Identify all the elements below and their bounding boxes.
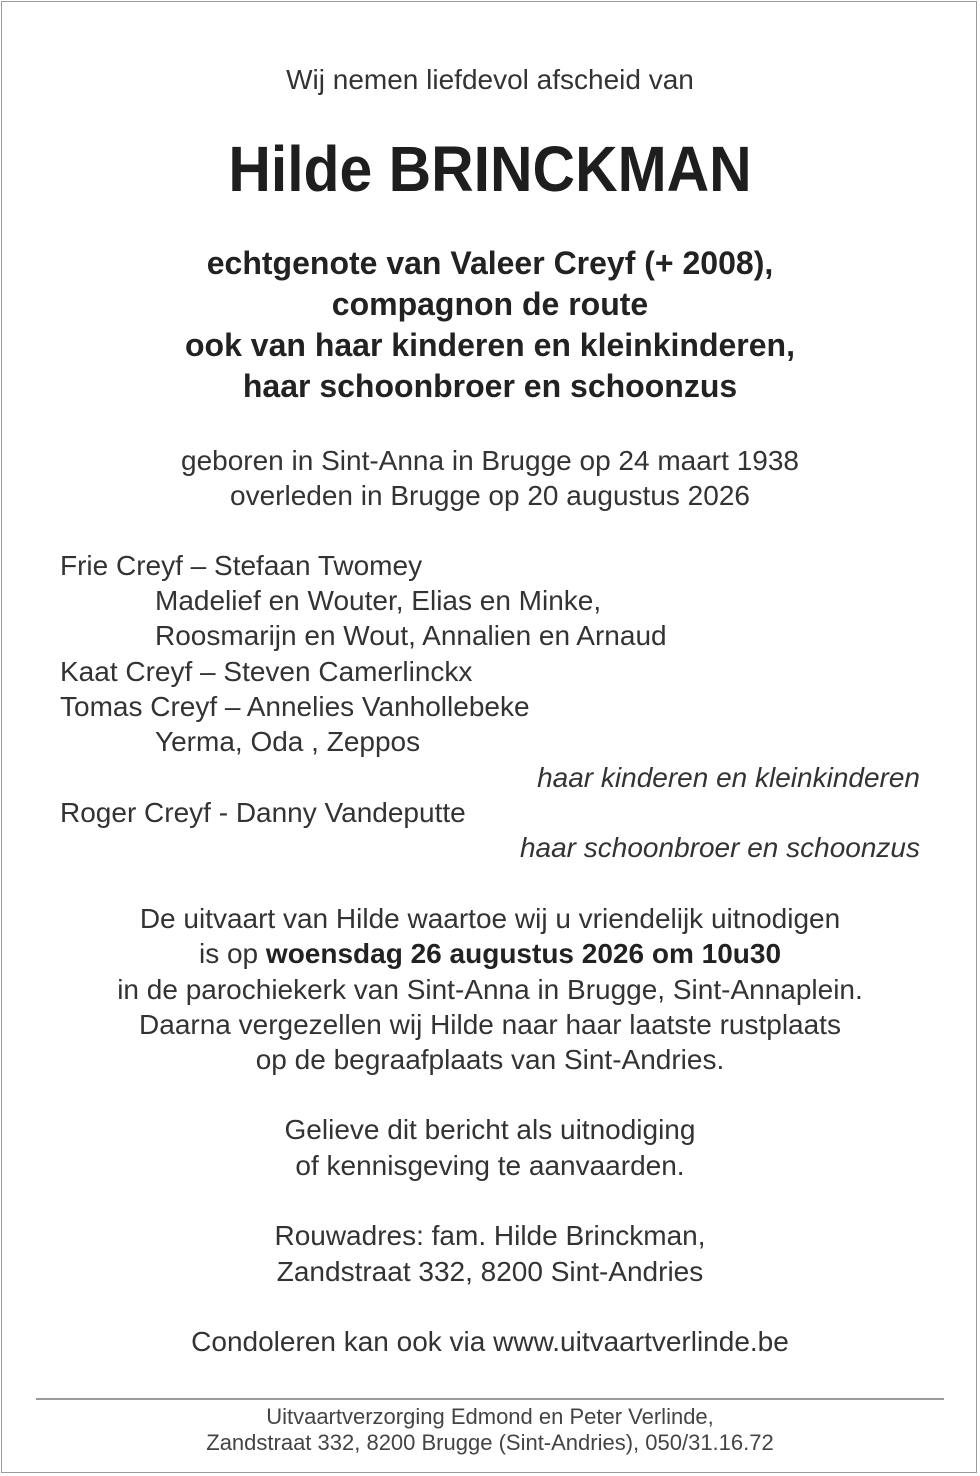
spouse-line: haar schoonbroer en schoonzus bbox=[242, 368, 738, 404]
family-grandchildren: Yerma, Oda , Zeppos bbox=[155, 726, 421, 757]
funeral-line: in de parochiekerk van Sint-Anna in Brugge, Sint-Annaplein. bbox=[117, 974, 863, 1005]
footer-line: Zandstraat 332, 8200 Brugge (Sint-Andries), 050/31.16.72 bbox=[206, 1430, 774, 1455]
condolence-link-text: Condoleren kan ook via www.uitvaartverlinde.be bbox=[191, 1326, 789, 1357]
address-line: Rouwadres: fam. Hilde Brinckman, bbox=[274, 1220, 706, 1251]
intro-text: Wij nemen liefdevol afscheid van bbox=[286, 64, 694, 95]
funeral-line: De uitvaart van Hilde waartoe wij u vriendelijk uitnodigen bbox=[139, 903, 841, 934]
address-line: Zandstraat 332, 8200 Sint-Andries bbox=[276, 1256, 704, 1287]
funeral-date-line bbox=[0, 938, 980, 970]
footer-line: Uitvaartverzorging Edmond en Peter Verlinde, bbox=[266, 1404, 714, 1429]
family-grandchildren: Roosmarijn en Wout, Annalien en Arnaud bbox=[155, 620, 667, 651]
role-inlaws: haar schoonbroer en schoonzus bbox=[519, 832, 920, 863]
funeral-line: Daarna vergezellen wij Hilde naar haar laatste rustplaats bbox=[139, 1009, 841, 1040]
role-children: haar kinderen en kleinkinderen bbox=[537, 762, 920, 793]
death-info: overleden in Brugge op 20 augustus 2026 bbox=[230, 480, 750, 511]
notice-line: of kennisgeving te aanvaarden. bbox=[295, 1150, 685, 1181]
birth-info: geboren in Sint-Anna in Brugge op 24 maart 1938 bbox=[181, 445, 799, 476]
family-child: Frie Creyf – Stefaan Twomey bbox=[60, 550, 423, 581]
footer-divider bbox=[36, 1398, 944, 1400]
family-grandchildren: Madelief en Wouter, Elias en Minke, bbox=[155, 585, 602, 616]
notice-line: Gelieve dit bericht als uitnodiging bbox=[284, 1114, 696, 1145]
spouse-line: echtgenote van Valeer Creyf (+ 2008), bbox=[206, 245, 774, 281]
funeral-line: op de begraafplaats van Sint-Andries. bbox=[255, 1044, 725, 1075]
obituary-card bbox=[1, 1, 977, 1473]
spouse-line: compagnon de route bbox=[331, 286, 649, 322]
family-child: Tomas Creyf – Annelies Vanhollebeke bbox=[60, 691, 530, 722]
deceased-name: Hilde BRINCKMAN bbox=[228, 133, 752, 205]
spouse-line: ook van haar kinderen en kleinkinderen, bbox=[185, 327, 795, 363]
funeral-date: woensdag 26 augustus 2026 om 10u30 bbox=[265, 938, 782, 969]
funeral-date-prefix: is op bbox=[198, 938, 266, 969]
family-inlaws: Roger Creyf - Danny Vandeputte bbox=[60, 797, 466, 828]
family-child: Kaat Creyf – Steven Camerlinckx bbox=[60, 656, 473, 687]
